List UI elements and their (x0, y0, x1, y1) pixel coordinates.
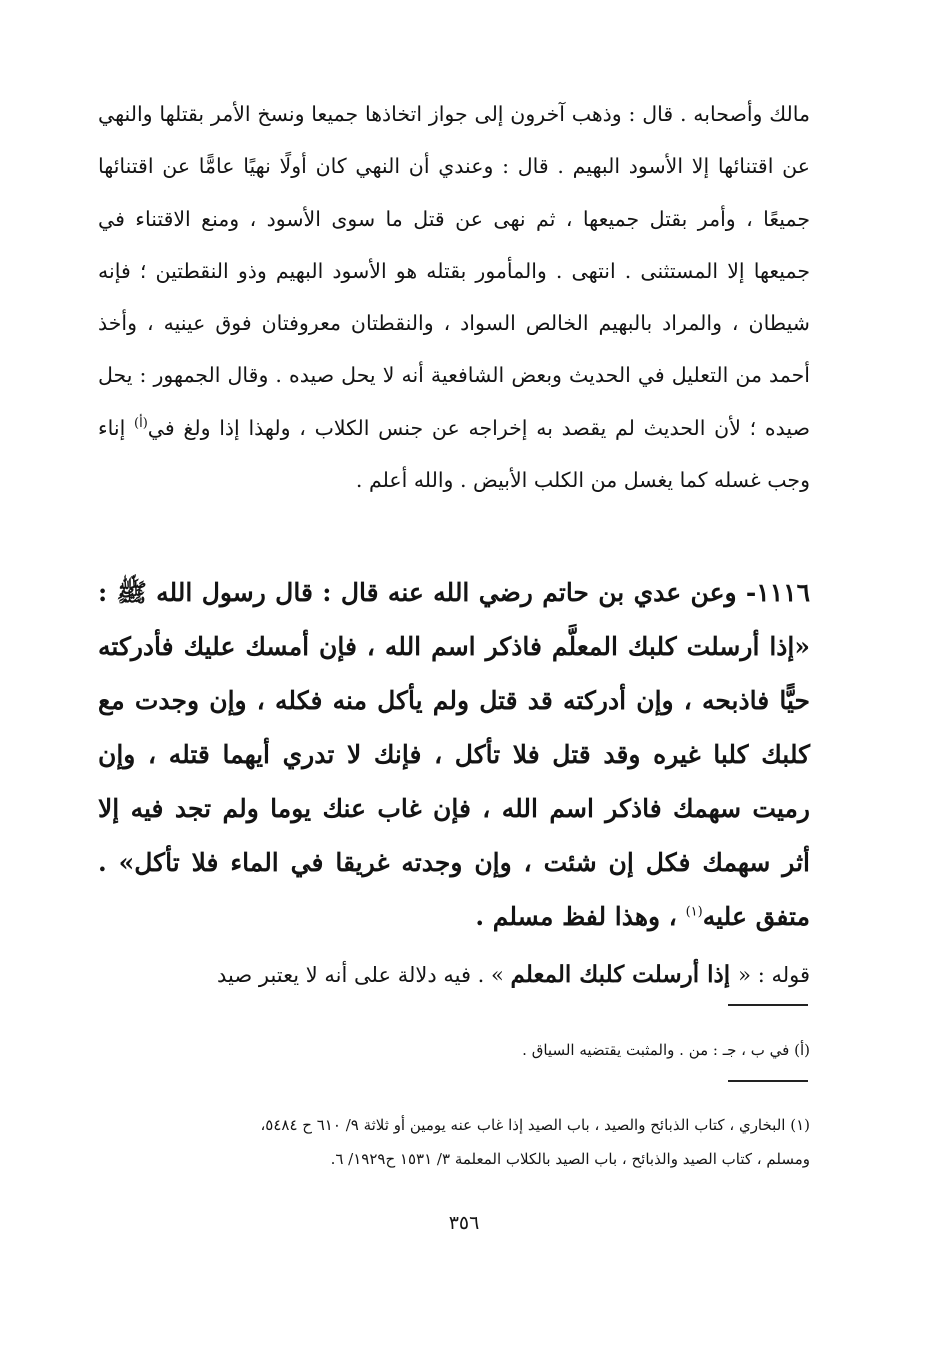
explanation-prefix: قوله : « (738, 963, 810, 987)
footnote-divider-a (728, 1004, 808, 1006)
footnote-marker-1: (١) (685, 904, 703, 920)
footnote-a: (أ) في ب ، جـ : من . والمثبت يقتضيه السياق . (522, 1041, 810, 1059)
page-number: ٣٥٦ (448, 1212, 480, 1234)
footnote-1-line-2: ومسلم ، كتاب الصيد والذبائح ، باب الصيد بالكلاب المعلمة ٣/ ١٥٣١ ح١٩٢٩/ ٦. (330, 1150, 810, 1168)
commentary-text-end: إناء وجب غسله كما يغسل من الكلب الأبيض . والله أعلم . (98, 415, 810, 493)
commentary-text: مالك وأصحابه . قال : وذهب آخرون إلى جواز اتخاذها جميعا ونسخ الأمر بقتلها والنهي عن اقتنائها إلا الأسود البهيم . قال : وعندي أن النهي كان أولًا نهيًا عامًّا عن اقتنائها جميعًا ، وأمر بقتل جميعها ، ثم نهى عن قتل ما سوى الأسود ، ومنع الاقتناء في جميعها إلا المستثنى . انتهى . والمأمور بقتله هو الأسود البهيم وذو النقطتين ؛ فإنه شيطان ، والمراد بالبهيم الخالص السواد ، والنقطتان معروفتان فوق عينيه ، وأخذ أحمد من التعليل في الحديث وبعض الشافعية أنه لا يحل صيده . وقال الجمهور : يحل صيده ؛ لأن الحديث لم يقصد به إخراجه عن جنس الكلاب ، ولهذا إذا ولغ في (98, 102, 810, 440)
footnote-divider-1 (728, 1080, 808, 1082)
explanation-paragraph (98, 950, 810, 1000)
hadith-text-end: ، وهذا لفظ مسلم . (475, 902, 686, 931)
commentary-paragraph (98, 88, 810, 506)
hadith-paragraph (98, 566, 810, 944)
footnote-marker-a: (أ) (134, 415, 148, 431)
footnote-1-line-1: (١) البخاري ، كتاب الذبائح والصيد ، باب الصيد إذا غاب عنه يومين أو ثلاثة ٩/ ٦١٠ ح ٥٤٨٤، (260, 1116, 810, 1134)
hadith-text: ١١١٦- وعن عدي بن حاتم رضي الله عنه قال : قال رسول الله ﷺ : «إذا أرسلت كلبك المعلَّم فاذكر اسم الله ، فإن أمسك عليك فأدركته حيًّا فاذبحه ، وإن أدركته قد قتل ولم يأكل منه فكله ، وإن وجدت مع كلبك كلبا غيره وقد قتل فلا تأكل ، فإنك لا تدري أيهما قتله ، وإن رميت سهمك فاذكر اسم الله ، فإن غاب عنك يوما ولم تجد فيه إلا أثر سهمك فكل إن شئت ، وإن وجدته غريقا في الماء فلا تأكل» . متفق عليه (98, 578, 810, 931)
explanation-quote: إذا أرسلت كلبك المعلم (510, 961, 739, 988)
footnote-1 (98, 1108, 810, 1176)
explanation-suffix: » . فيه دلالة على أنه لا يعتبر صيد (216, 963, 511, 987)
